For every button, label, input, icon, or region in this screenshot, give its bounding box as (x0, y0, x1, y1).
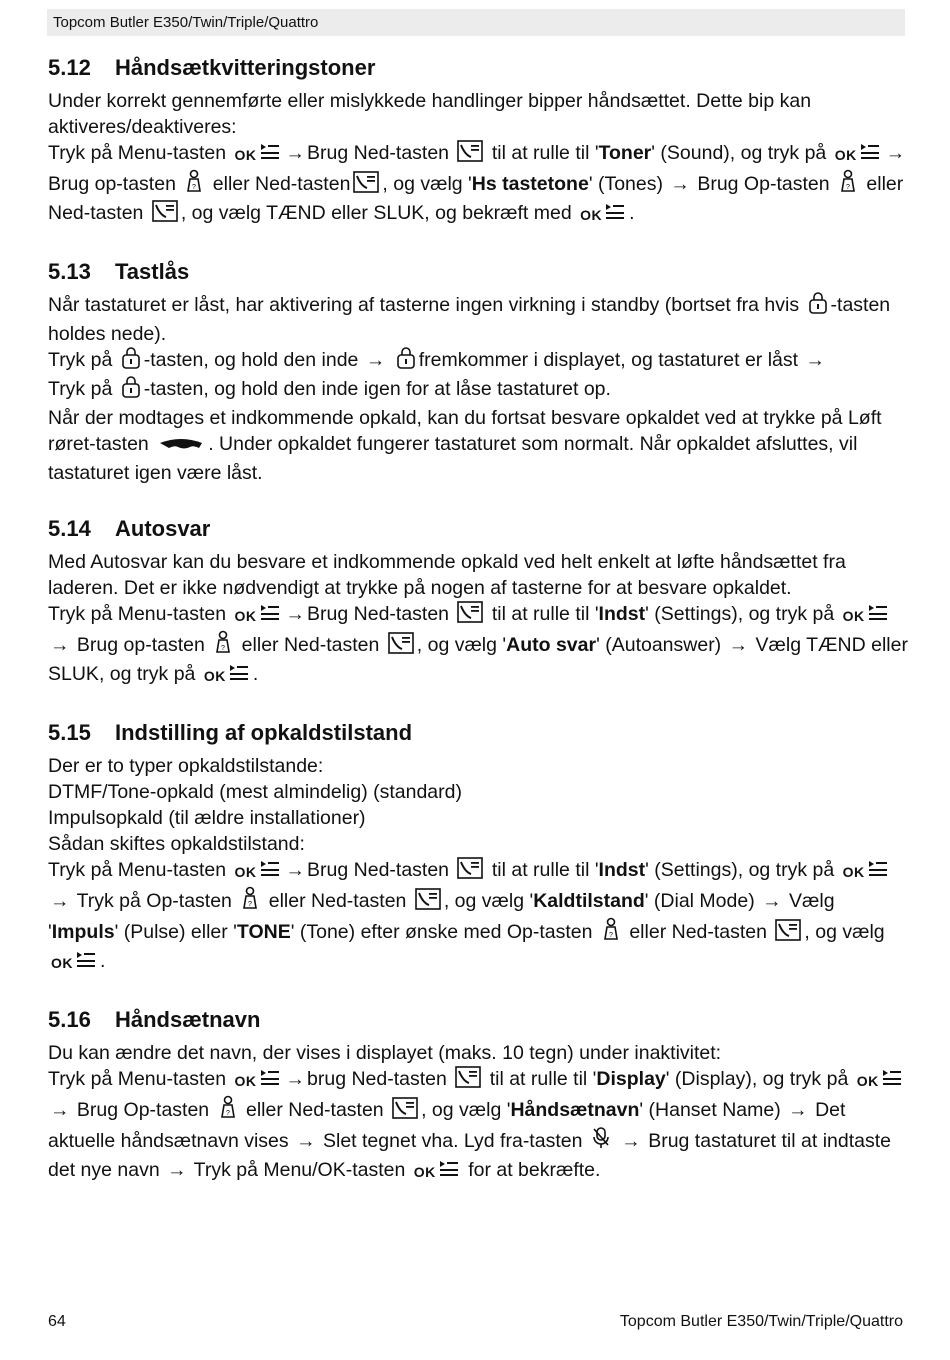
text: , og vælg ' (382, 173, 472, 195)
section-number: 5.13 (48, 259, 91, 284)
text-run: ' (Autoanswer) (596, 634, 727, 656)
text-run: Display (596, 1068, 666, 1090)
section-5-13 (48, 256, 908, 486)
text-run: OK (413, 1164, 436, 1180)
page-content (48, 52, 908, 1213)
svg-text:?: ? (225, 1110, 230, 1117)
down-key-icon (457, 857, 483, 886)
svg-text:?: ? (846, 184, 850, 191)
text: til at rulle til ' (486, 142, 599, 164)
page-header (47, 9, 905, 36)
arrow-icon: → (50, 890, 70, 912)
section-heading (48, 256, 908, 288)
text-run: Kaldtilstand (533, 890, 645, 912)
paragraph: Sådan skiftes opkaldstilstand: (48, 833, 305, 855)
lock-key-icon (121, 347, 141, 376)
header-title: Topcom Butler E350/Twin/Triple/Quattro (53, 14, 319, 31)
text-run: . Under opkaldet fungerer tastaturet som normalt. Når opkaldet afsluttes, vil tastaturet igen være låst. (48, 433, 858, 484)
down-key-icon (457, 601, 483, 630)
section-heading (48, 513, 908, 545)
ok-menu-key-icon (235, 142, 281, 169)
text-run: til at rulle til ' (484, 1068, 597, 1090)
up-key-icon (213, 630, 233, 661)
footer-title: Topcom Butler E350/Twin/Triple/Quattro (619, 1313, 903, 1330)
down-key-icon (392, 1097, 418, 1126)
text-run: OK (51, 955, 73, 971)
ok-menu-key-icon (204, 663, 250, 690)
text-run: Når der modtages et indkommende opkald, kan du fortsat besvare opkaldet ved at trykke på Løft røret-tasten (48, 407, 882, 455)
arrow-icon: → (621, 1130, 641, 1152)
section-number: 5.16 (48, 1007, 91, 1032)
text: eller Ned-tasten (207, 173, 351, 195)
text-run: Tryk på Menu/OK-tasten (188, 1159, 406, 1181)
up-key-icon (601, 917, 621, 948)
text: . (629, 202, 635, 224)
text-run: Indst (598, 859, 646, 881)
text-run: OK (203, 668, 226, 684)
arrow-icon: → (670, 173, 690, 195)
paragraph: Med Autosvar kan du besvare et indkommende opkald ved helt enkelt at løfte håndsættet fra laderen. Det er ikke nødvendigt at trykke på nogen af tasterne for at besvare opkaldet. (48, 551, 846, 599)
section-title: Håndsætnavn (115, 1007, 261, 1032)
text-run: ' (Display), og tryk på (665, 1068, 849, 1090)
paragraph (48, 376, 908, 405)
text: Brug Op-tasten (691, 173, 830, 195)
text-run: Håndsætnavn (510, 1099, 640, 1121)
arrow-icon: → (285, 142, 306, 164)
text-run: eller Ned-tasten (240, 1099, 384, 1121)
down-key-icon (457, 140, 483, 169)
down-key-icon (455, 1066, 481, 1095)
text-run: ' (Dial Mode) (644, 890, 761, 912)
text-run: Tryk på Op-tasten (71, 890, 232, 912)
text-run: ' (Settings), og tryk på (645, 603, 835, 625)
lock-key-icon (808, 292, 828, 321)
down-key-icon (415, 888, 441, 917)
section-5-14 (48, 513, 908, 690)
svg-text:?: ? (221, 645, 226, 652)
section-title: Tastlås (115, 259, 190, 284)
text-run: Vælg ' (48, 890, 835, 943)
section-title: Autosvar (115, 516, 211, 541)
section-number: 5.14 (48, 516, 91, 541)
ok-menu-key-icon (235, 603, 281, 630)
text-run: TONE (236, 921, 291, 943)
paragraph (48, 347, 908, 376)
svg-text:?: ? (248, 901, 253, 908)
text-run: OK (856, 1073, 879, 1089)
text-run: , og vælg (804, 921, 885, 943)
text-run: Brug tastaturet til at indtaste det nye navn (48, 1130, 891, 1181)
arrow-icon: → (285, 1068, 306, 1090)
arrow-icon: → (365, 349, 386, 371)
text: , og vælg TÆND eller SLUK, og bekræft med (180, 202, 572, 224)
svg-text:?: ? (192, 184, 197, 191)
ok-menu-key-icon (414, 1159, 460, 1186)
text: Tryk på Menu-tasten (48, 142, 227, 164)
instruction-paragraph (48, 601, 908, 690)
paragraph (48, 405, 908, 486)
paragraph: Der er to typer opkaldstilstande: (48, 755, 324, 777)
text-run: eller Ned-tasten (623, 921, 767, 943)
down-key-icon (388, 632, 414, 661)
text-run: Tryk på (48, 349, 113, 371)
section-5-15 (48, 717, 908, 977)
down-key-icon (152, 200, 178, 229)
paragraph (48, 292, 908, 347)
text-run: eller Ned-tasten (263, 890, 407, 912)
page-number: 64 (48, 1313, 66, 1330)
arrow-icon: → (296, 1130, 316, 1152)
text-run: Tryk på (48, 378, 113, 400)
text-run: Vælg TÆND eller SLUK, og tryk på (48, 634, 908, 685)
text-run: Brug Ned-tasten (307, 859, 450, 881)
text: Brug op-tasten (48, 173, 176, 195)
lock-display-icon (396, 347, 416, 376)
text-run: Slet tegnet vha. Lyd fra-tasten (317, 1130, 583, 1152)
text-run: for at bekræfte. (462, 1159, 601, 1181)
ok-menu-key-icon (843, 859, 889, 886)
text-run: Brug op-tasten (71, 634, 205, 656)
text-run: eller Ned-tasten (236, 634, 380, 656)
text-run: , og vælg ' (416, 634, 507, 656)
arrow-icon: → (50, 1099, 70, 1121)
text: ' (Sound), og tryk på (651, 142, 827, 164)
text-run: OK (234, 147, 257, 163)
ok-menu-key-icon (843, 603, 889, 630)
paragraph: Du kan ændre det navn, der vises i displayet (maks. 10 tegn) under inaktivitet: (48, 1042, 722, 1064)
up-key-icon (838, 169, 858, 200)
ok-menu-key-icon (835, 142, 881, 169)
arrow-icon: → (728, 634, 749, 656)
text-run: brug Ned-tasten (307, 1068, 447, 1090)
text-run: ' (Settings), og tryk på (645, 859, 835, 881)
bold-text: Toner (598, 142, 652, 164)
arrow-icon: → (788, 1099, 808, 1121)
text-run: OK (234, 608, 257, 624)
text-run: Indst (598, 603, 646, 625)
mute-key-icon (591, 1126, 611, 1157)
text-run: Tryk på Menu-tasten (48, 603, 227, 625)
instruction-paragraph (48, 1066, 908, 1186)
text-run: ' (Tone) efter ønske med Op-tasten (290, 921, 593, 943)
text-run: , og vælg ' (443, 890, 534, 912)
text-run: OK (234, 864, 257, 880)
up-key-icon (240, 886, 260, 917)
instruction-paragraph (48, 140, 908, 229)
text-run: ' (Pulse) eller ' (114, 921, 237, 943)
svg-text:?: ? (608, 932, 613, 939)
text-run: Når tastaturet er låst, har aktivering af tasterne ingen virkning i standby (bortset fra hvis (48, 294, 800, 316)
arrow-icon: → (285, 603, 306, 625)
section-number: 5.12 (48, 55, 91, 80)
ok-menu-key-icon (857, 1068, 903, 1095)
text: ' (Tones) (588, 173, 669, 195)
arrow-icon: → (805, 349, 825, 371)
text-run: -tasten, og hold den inde igen for at låse tastaturet op. (143, 378, 611, 400)
text-run: Tryk på Menu-tasten (48, 1068, 227, 1090)
text-run: OK (842, 864, 865, 880)
text-run: Tryk på Menu-tasten (48, 859, 227, 881)
section-5-16 (48, 1004, 908, 1186)
up-key-icon (184, 169, 204, 200)
ok-menu-key-icon (235, 1068, 281, 1095)
text-run: -tasten holdes nede). (48, 294, 891, 345)
arrow-icon: → (285, 859, 306, 881)
ok-menu-key-icon (235, 859, 281, 886)
arrow-icon: → (50, 634, 70, 656)
paragraph: Impulsopkald (til ældre installationer) (48, 807, 366, 829)
up-key-icon (218, 1095, 238, 1126)
arrow-icon: → (762, 890, 782, 912)
text-run: OK (580, 207, 603, 223)
paragraph: Under korrekt gennemførte eller mislykkede handlinger bipper håndsættet. Dette bip kan aktiveres/deaktiveres: (48, 90, 812, 138)
text-run: Impuls (51, 921, 115, 943)
text-run: OK (234, 1073, 257, 1089)
ok-menu-key-icon (580, 202, 626, 229)
text-run: Auto svar (506, 634, 597, 656)
text: Brug Ned-tasten (307, 142, 450, 164)
section-heading (48, 717, 908, 749)
instruction-paragraph (48, 857, 908, 977)
text-run: til at rulle til ' (486, 859, 599, 881)
text-run: . (100, 950, 106, 972)
text-run: OK (842, 608, 865, 624)
text-run: . (252, 663, 259, 685)
arrow-icon: → (885, 142, 906, 164)
talk-key-icon (157, 434, 205, 460)
text-run: Brug Ned-tasten (307, 603, 450, 625)
down-key-icon (775, 919, 801, 948)
paragraph: DTMF/Tone-opkald (mest almindelig) (standard) (48, 781, 462, 803)
text-run: til at rulle til ' (486, 603, 599, 625)
section-heading (48, 1004, 908, 1036)
text-run: Det aktuelle håndsætnavn vises (48, 1099, 846, 1152)
section-title: Indstilling af opkaldstilstand (115, 720, 413, 745)
text-run (614, 1130, 619, 1152)
text-run: OK (834, 147, 857, 163)
bold-text: Hs tastetone (471, 173, 589, 195)
section-5-12 (48, 52, 908, 229)
ok-menu-key-icon (51, 950, 97, 977)
lock-key-icon (121, 376, 141, 405)
text-run: , og vælg ' (421, 1099, 511, 1121)
section-heading (48, 52, 908, 84)
arrow-icon: → (167, 1159, 187, 1181)
text-run: fremkommer i displayet, og tastaturet er låst (418, 349, 804, 371)
text-run: ' (Hanset Name) (639, 1099, 787, 1121)
section-title: Håndsætkvitteringstoner (115, 55, 376, 80)
text: eller Ned-tasten (48, 173, 904, 224)
text-run: -tasten, og hold den inde (143, 349, 364, 371)
down-key-icon (353, 171, 379, 200)
section-number: 5.15 (48, 720, 91, 745)
text-run: Brug Op-tasten (71, 1099, 210, 1121)
